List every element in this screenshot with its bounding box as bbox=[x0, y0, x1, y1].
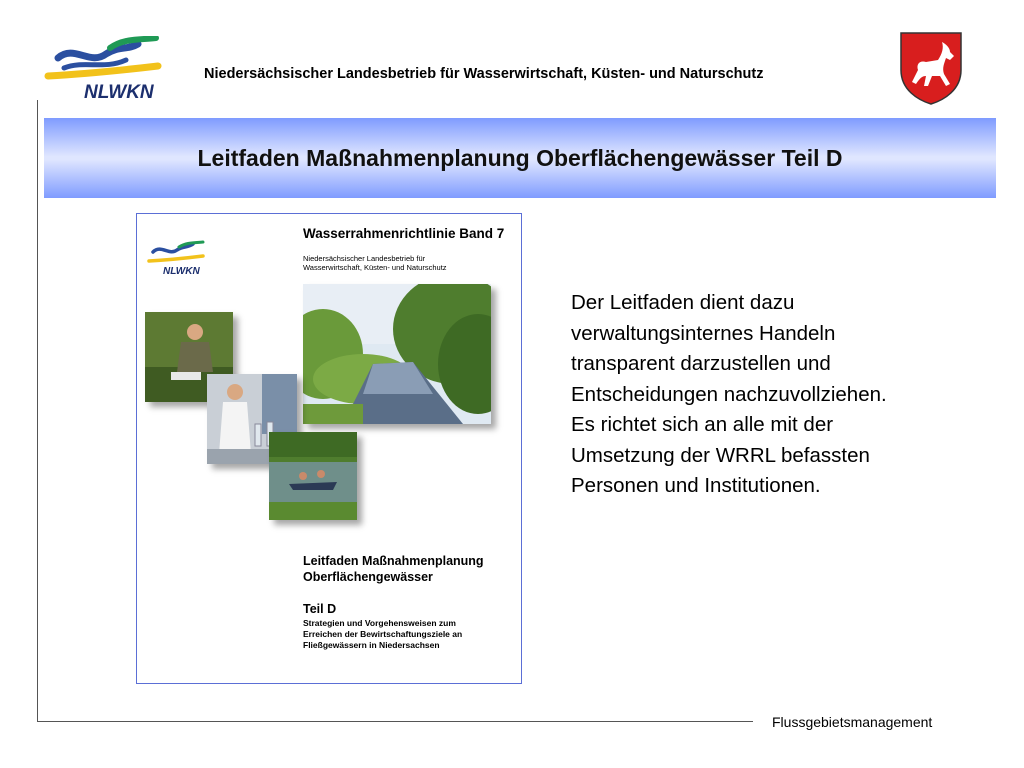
org-name: Niedersächsischer Landesbetrieb für Wasserwirtschaft, Küsten- und Naturschutz bbox=[204, 66, 764, 82]
nlwkn-logo bbox=[44, 36, 162, 106]
description-line: Es richtet sich an alle mit der bbox=[571, 413, 834, 436]
cover-subtitle-line: Erreichen der Bewirtschaftungsziele an bbox=[303, 629, 463, 639]
cover-main-title bbox=[303, 553, 513, 585]
boat-survey-photo bbox=[269, 432, 357, 520]
horse-crest-icon bbox=[898, 30, 964, 106]
description-line: transparent darzustellen und bbox=[571, 352, 831, 375]
cover-series: Wasserrahmenrichtlinie Band 7 bbox=[303, 226, 505, 241]
river-photo bbox=[303, 284, 491, 424]
bottom-rule bbox=[37, 721, 753, 722]
cover-title-line: Oberflächengewässer bbox=[303, 570, 433, 584]
left-rule bbox=[37, 100, 38, 722]
cover-logo-text: NLWKN bbox=[163, 266, 200, 277]
footer-label: Flussgebietsmanagement bbox=[772, 714, 933, 730]
cover-subtitle bbox=[303, 618, 508, 651]
cover-logo bbox=[147, 240, 205, 278]
description-line: verwaltungsinternes Handeln bbox=[571, 321, 836, 345]
description-line: Entscheidungen nachzuvollziehen. bbox=[571, 382, 887, 406]
cover-nlwkn-logo-icon bbox=[147, 240, 205, 278]
cover-org-line: Wasserwirtschaft, Küsten- und Naturschutz bbox=[303, 263, 447, 272]
river-photo-image bbox=[303, 284, 491, 424]
cover-org-line: Niedersächsischer Landesbetrieb für bbox=[303, 254, 426, 263]
description-line: Der Leitfaden dient dazu bbox=[571, 291, 795, 314]
description-line: Umsetzung der WRRL befassten bbox=[571, 443, 870, 467]
cover-subtitle-line: Strategien und Vorgehensweisen zum bbox=[303, 618, 456, 628]
crest-logo bbox=[898, 30, 964, 106]
boat-survey-photo-image bbox=[269, 432, 357, 520]
title-band bbox=[44, 118, 996, 198]
description-line: Personen und Institutionen. bbox=[571, 474, 821, 497]
nlwkn-logo-text: NLWKN bbox=[84, 82, 154, 103]
description bbox=[571, 288, 991, 502]
publication-cover bbox=[136, 213, 522, 684]
slide-title: Leitfaden Maßnahmenplanung Oberflächengewässer Teil D bbox=[197, 144, 843, 171]
cover-subtitle-line: Fließgewässern in Niedersachsen bbox=[303, 640, 440, 650]
cover-org bbox=[303, 254, 503, 272]
cover-title-line: Leitfaden Maßnahmenplanung bbox=[303, 554, 484, 568]
nlwkn-logo-icon bbox=[44, 36, 162, 106]
cover-part: Teil D bbox=[303, 602, 337, 616]
